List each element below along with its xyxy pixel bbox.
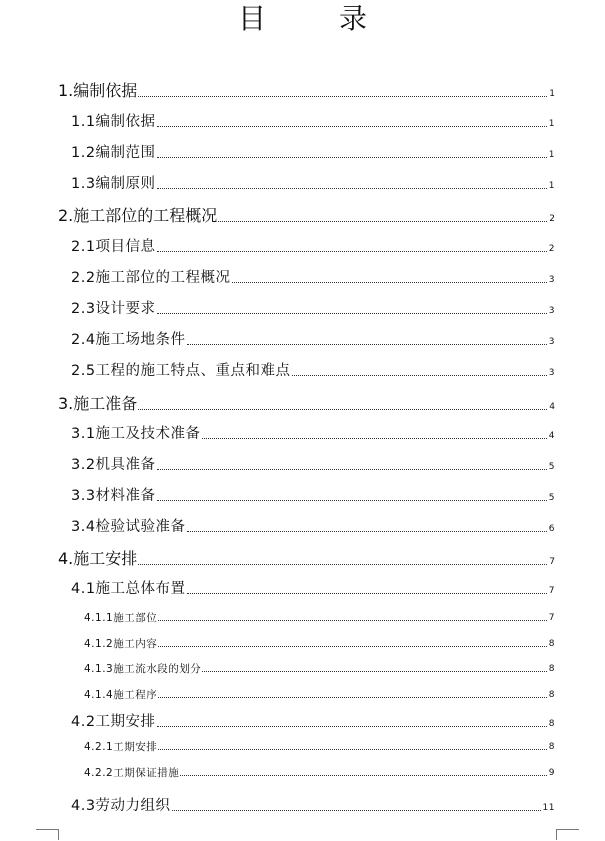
- toc-entry-level-3[interactable]: [84, 740, 555, 754]
- dot-leader: [158, 619, 547, 621]
- toc-entry-label: 4.1.3施工流水段的划分: [84, 663, 202, 675]
- toc-page-number: 7: [548, 613, 555, 623]
- toc-entry-label: 2.5工程的施工特点、重点和难点: [71, 363, 291, 379]
- toc-page-number: 3: [548, 275, 555, 285]
- toc-entry-level-3[interactable]: [84, 662, 555, 676]
- toc-page-number: 9: [548, 768, 555, 778]
- toc-page-number: 8: [548, 639, 555, 649]
- toc-page-number: 1: [548, 150, 555, 160]
- toc-entry-label: 4.1.2施工内容: [84, 638, 158, 650]
- toc-page-number: 1: [548, 181, 555, 191]
- toc-page-number: 2: [548, 244, 555, 254]
- dot-leader: [218, 220, 547, 222]
- toc-entry-level-1[interactable]: [58, 81, 555, 101]
- toc-entry-level-3[interactable]: [84, 688, 555, 702]
- dot-leader: [158, 645, 547, 647]
- dot-leader: [138, 563, 547, 565]
- toc-entry-level-2[interactable]: [71, 269, 555, 287]
- toc-page-number: 11: [542, 803, 555, 813]
- toc-page-number: 5: [548, 462, 555, 472]
- dot-leader: [158, 696, 547, 698]
- toc-entry-level-3[interactable]: [84, 766, 555, 780]
- toc-entry-level-2[interactable]: [71, 797, 555, 815]
- dot-leader: [157, 125, 547, 127]
- toc-entry-level-2[interactable]: [71, 713, 555, 731]
- toc-entry-level-2[interactable]: [71, 518, 555, 536]
- dot-leader: [157, 156, 547, 158]
- toc-entry-label: 1.2编制范围: [71, 145, 156, 161]
- toc-entry-label: 3.2机具准备: [71, 457, 156, 473]
- dot-leader: [232, 281, 547, 283]
- toc-entry-label: 4.1.1施工部位: [84, 612, 158, 624]
- toc-entry-label: 3.4检验试验准备: [71, 519, 186, 535]
- dot-leader: [158, 748, 547, 750]
- toc-entry-label: 4.1施工总体布置: [71, 581, 186, 597]
- dot-leader: [138, 95, 547, 97]
- toc-entry-level-2[interactable]: [71, 362, 555, 380]
- dot-leader: [157, 312, 547, 314]
- page-corner-mark-left: [36, 829, 59, 840]
- toc-entry-label: 4.2工期安排: [71, 714, 156, 730]
- dot-leader: [202, 437, 547, 439]
- toc-entry-level-2[interactable]: [71, 425, 555, 443]
- toc-page-number: 7: [548, 586, 555, 596]
- toc-page-number: 7: [549, 557, 555, 567]
- toc-entry-level-2[interactable]: [71, 144, 555, 162]
- dot-leader: [187, 530, 547, 532]
- toc-entry-level-3[interactable]: [84, 611, 555, 625]
- toc-entry-level-2[interactable]: [71, 456, 555, 474]
- dot-leader: [157, 725, 547, 727]
- toc-page-number: 6: [548, 524, 555, 534]
- toc-page-number: 8: [548, 742, 555, 752]
- toc-page-number: 4: [549, 402, 555, 412]
- toc-entry-label: 3.1施工及技术准备: [71, 426, 201, 442]
- toc-entry-level-1[interactable]: [58, 549, 555, 569]
- dot-leader: [172, 809, 541, 811]
- toc-page-number: 3: [548, 337, 555, 347]
- dot-leader: [202, 670, 547, 672]
- dot-leader: [157, 468, 547, 470]
- toc-entry-label: 3.施工准备: [58, 394, 138, 413]
- toc-entry-level-2[interactable]: [71, 331, 555, 349]
- toc-entry-level-2[interactable]: [71, 238, 555, 256]
- toc-entry-label: 4.2.1工期安排: [84, 741, 158, 753]
- page-corner-mark-right: [556, 829, 579, 840]
- toc-page-number: 8: [548, 719, 555, 729]
- toc-page-number: 5: [548, 493, 555, 503]
- toc-page-number: 1: [549, 89, 555, 99]
- toc-entry-label: 1.3编制原则: [71, 176, 156, 192]
- toc-entry-label: 4.1.4施工程序: [84, 689, 158, 701]
- toc-entry-level-1[interactable]: [58, 206, 555, 226]
- toc-entry-level-2[interactable]: [71, 580, 555, 598]
- toc-page-number: 2: [549, 214, 555, 224]
- toc-page-number: 8: [548, 690, 555, 700]
- toc-entry-label: 2.3设计要求: [71, 301, 156, 317]
- toc-entry-label: 2.2施工部位的工程概况: [71, 270, 231, 286]
- toc-page-number: 1: [548, 119, 555, 129]
- toc-entry-label: 2.1项目信息: [71, 239, 156, 255]
- toc-entry-label: 1.编制依据: [58, 81, 138, 100]
- dot-leader: [157, 187, 547, 189]
- toc-entry-label: 1.1编制依据: [71, 114, 156, 130]
- toc-entry-label: 2.施工部位的工程概况: [58, 206, 218, 225]
- toc-entry-level-2[interactable]: [71, 175, 555, 193]
- dot-leader: [187, 592, 547, 594]
- dot-leader: [292, 374, 547, 376]
- toc-entry-level-2[interactable]: [71, 300, 555, 318]
- toc-entry-label: 4.2.2工期保证措施: [84, 767, 180, 779]
- toc-entry-label: 2.4施工场地条件: [71, 332, 186, 348]
- dot-leader: [187, 343, 547, 345]
- toc-entry-level-2[interactable]: [71, 113, 555, 131]
- toc-entry-level-1[interactable]: [58, 394, 555, 414]
- toc-entry-level-2[interactable]: [71, 487, 555, 505]
- toc-entry-level-3[interactable]: [84, 637, 555, 651]
- dot-leader: [157, 250, 547, 252]
- toc-page-number: 4: [548, 431, 555, 441]
- toc-entry-label: 4.3劳动力组织: [71, 798, 171, 814]
- toc-page-number: 8: [548, 664, 555, 674]
- toc-entry-label: 3.3材料准备: [71, 488, 156, 504]
- toc-page-number: 3: [548, 368, 555, 378]
- toc-page-number: 3: [548, 306, 555, 316]
- toc-entry-label: 4.施工安排: [58, 549, 138, 568]
- dot-leader: [180, 774, 547, 776]
- dot-leader: [138, 408, 547, 410]
- dot-leader: [157, 499, 547, 501]
- toc-title: 目 录: [238, 2, 399, 35]
